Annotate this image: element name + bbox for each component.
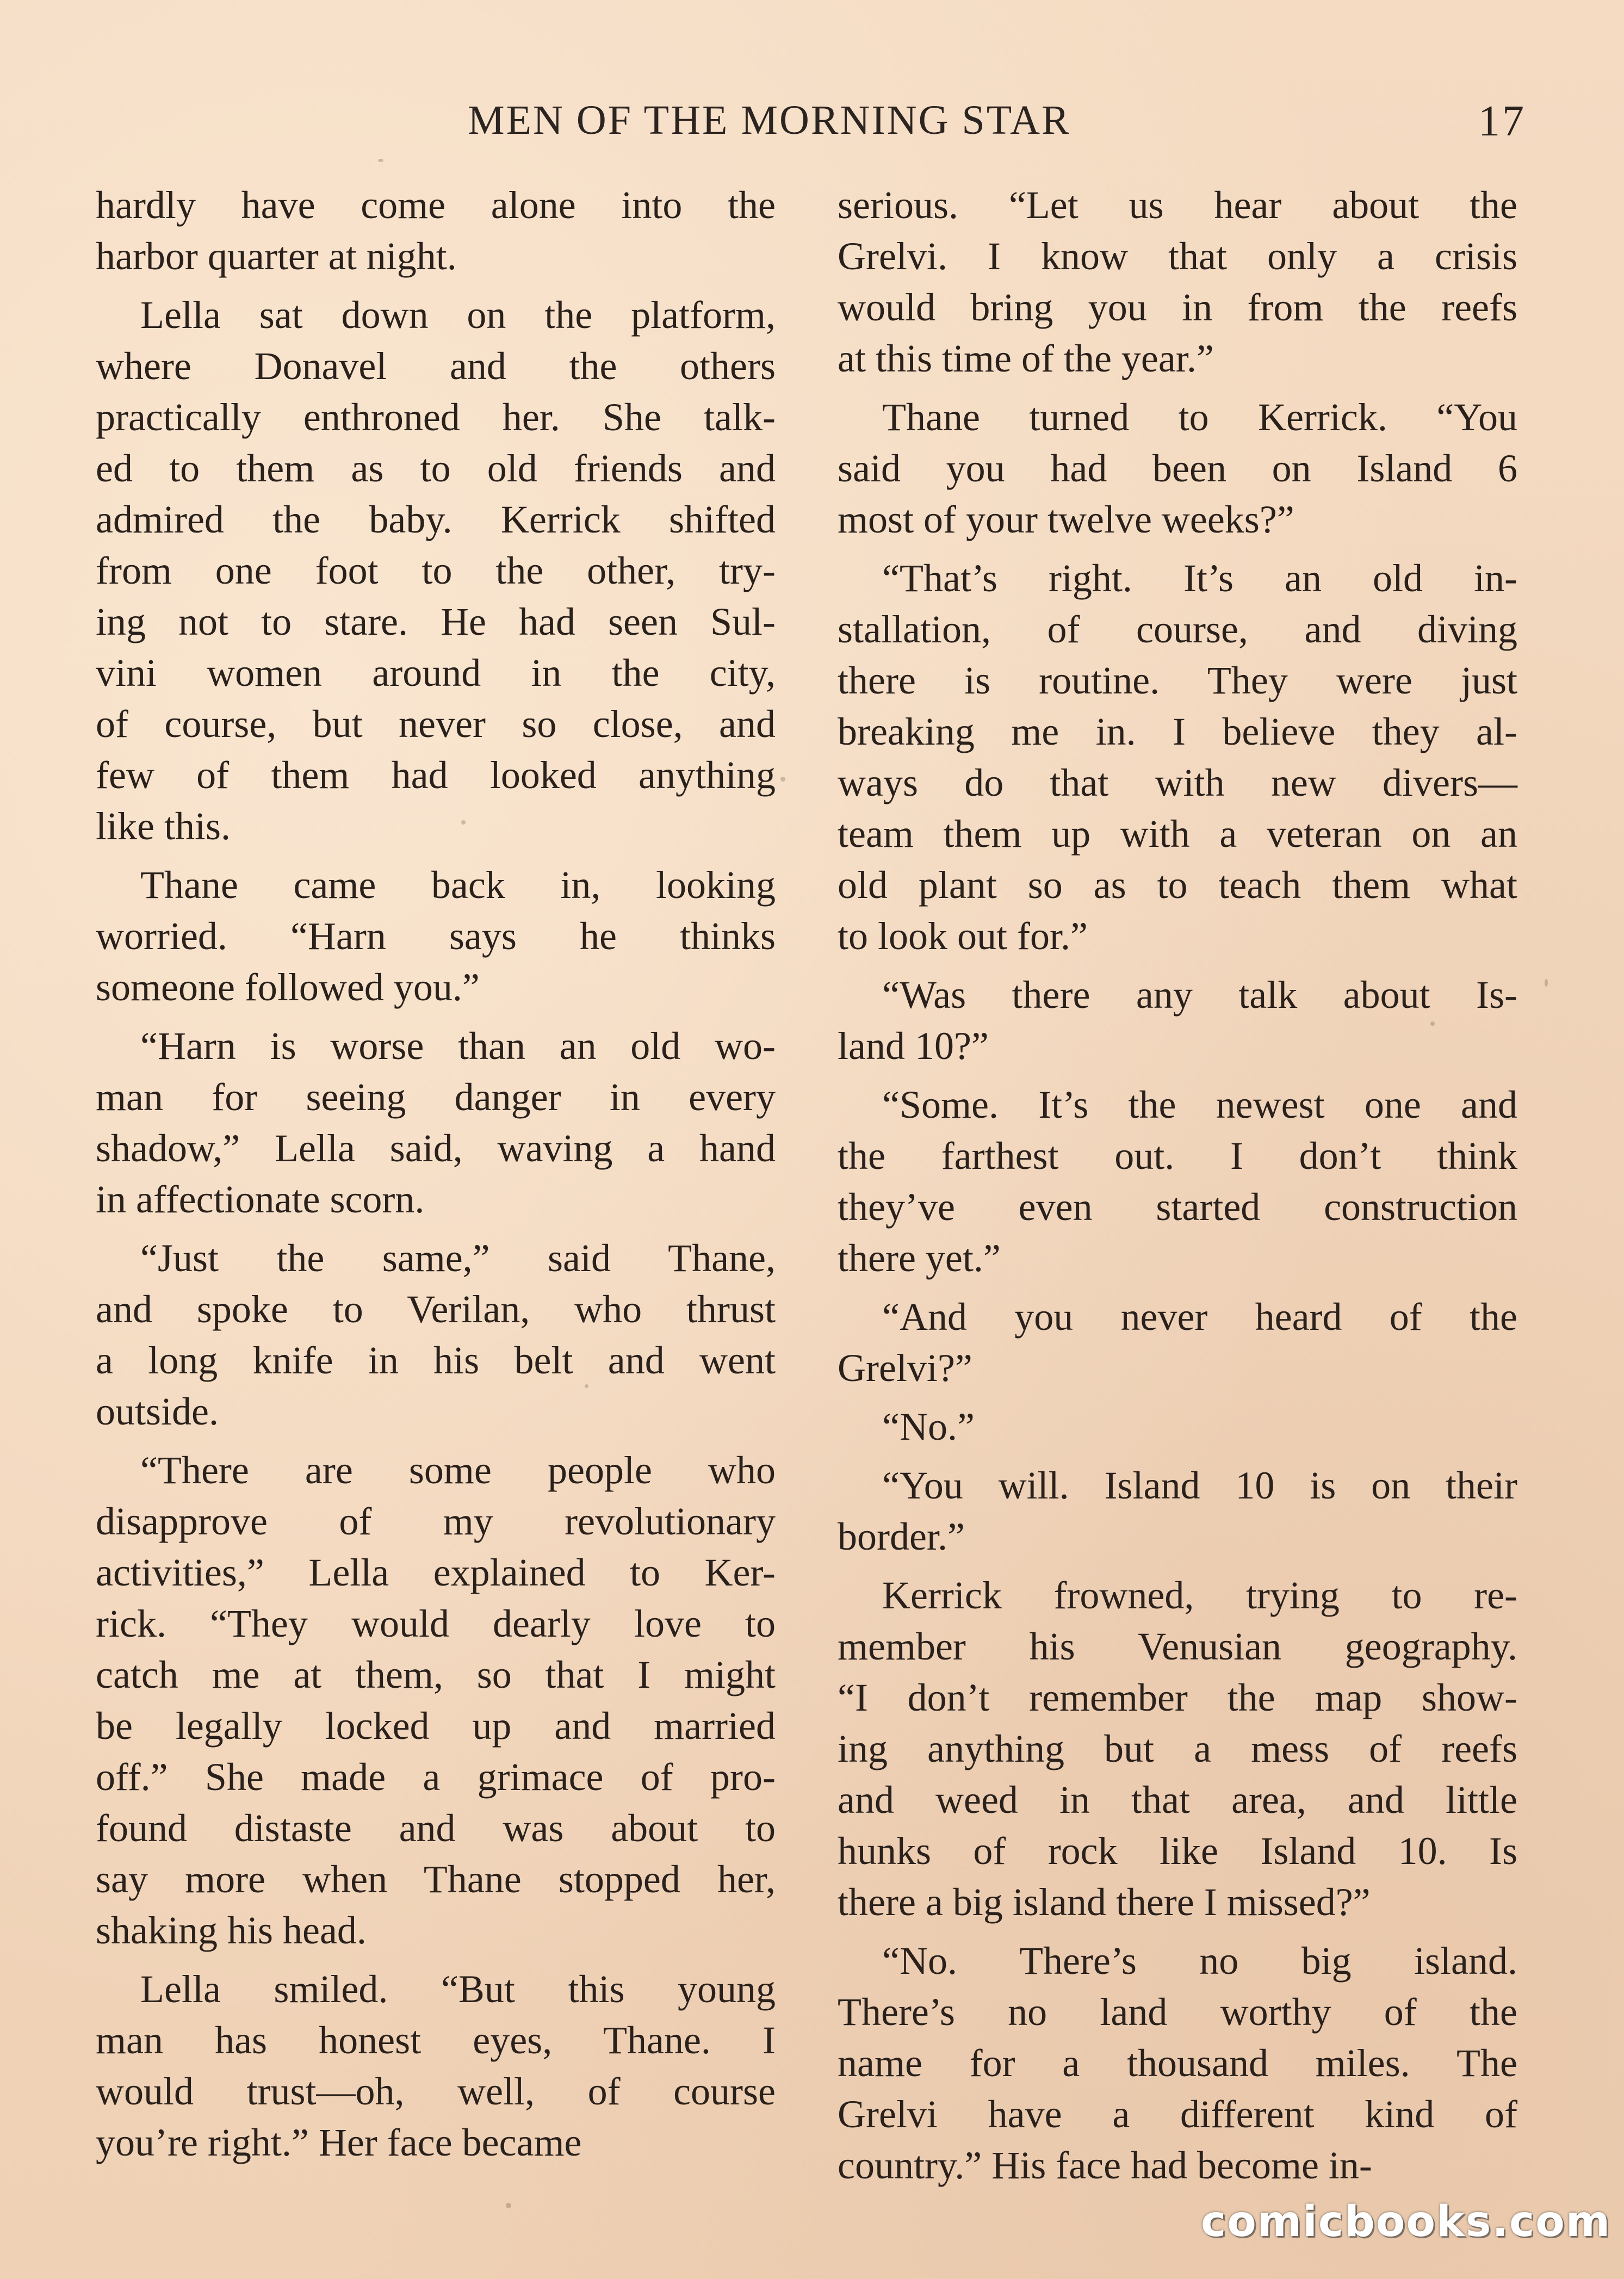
text-line: and weed in that area, and little bbox=[838, 1778, 1517, 1822]
text-line: at this time of the year.” bbox=[838, 337, 1214, 380]
running-title: MEN OF THE MORNING STAR bbox=[468, 97, 1071, 143]
text-line: practically enthroned her. She talk- bbox=[96, 395, 776, 439]
text-line: “You will. Island 10 is on their bbox=[882, 1464, 1517, 1507]
text-line: there is routine. They were just bbox=[838, 659, 1517, 702]
text-line: “No. There’s no big island. bbox=[882, 1939, 1517, 1983]
paragraph bbox=[838, 179, 1517, 384]
text-line: rick. “They would dearly love to bbox=[96, 1602, 776, 1645]
text-line: admired the baby. Kerrick shifted bbox=[96, 498, 776, 541]
text-line: ways do that with new divers— bbox=[838, 761, 1517, 804]
paragraph bbox=[838, 1401, 1517, 1452]
text-line: ing anything but a mess of reefs bbox=[838, 1727, 1517, 1770]
text-line: Thane came back in, looking bbox=[140, 863, 776, 907]
text-line: few of them had looked anything bbox=[96, 753, 776, 797]
text-line: the farthest out. I don’t think bbox=[838, 1134, 1517, 1178]
text-line: stallation, of course, and diving bbox=[838, 608, 1517, 651]
text-line: would trust—oh, well, of course bbox=[96, 2070, 776, 2113]
paragraph bbox=[96, 1020, 776, 1225]
text-line: of course, but never so close, and bbox=[96, 702, 776, 746]
watermark: comicbooks.com bbox=[1201, 2197, 1611, 2246]
paragraph bbox=[96, 1964, 776, 2168]
text-line: would bring you in from the reefs bbox=[838, 286, 1517, 329]
text-line: “No.” bbox=[882, 1405, 975, 1448]
text-line: in affectionate scorn. bbox=[96, 1178, 425, 1221]
text-line: “There are some people who bbox=[140, 1448, 776, 1492]
text-line: vini women around in the city, bbox=[96, 651, 776, 695]
left-text-column bbox=[96, 179, 776, 2168]
text-line: “Some. It’s the newest one and bbox=[882, 1083, 1517, 1126]
text-line: “Harn is worse than an old wo- bbox=[140, 1024, 776, 1068]
text-line: shaking his head. bbox=[96, 1909, 367, 1952]
text-line: member his Venusian geography. bbox=[838, 1625, 1517, 1668]
text-line: ing not to stare. He had seen Sul- bbox=[96, 600, 776, 643]
page-number: 17 bbox=[1478, 97, 1526, 145]
paragraph bbox=[96, 179, 776, 282]
text-line: you’re right.” Her face became bbox=[96, 2121, 582, 2164]
paragraph bbox=[838, 1460, 1517, 1562]
text-line: like this. bbox=[96, 804, 231, 848]
text-line: activities,” Lella explained to Ker- bbox=[96, 1551, 776, 1594]
text-line: be legally locked up and married bbox=[96, 1704, 776, 1748]
paragraph bbox=[838, 1570, 1517, 1928]
text-line: Grelvi?” bbox=[838, 1346, 972, 1390]
text-line: “That’s right. It’s an old in- bbox=[882, 556, 1517, 600]
text-line: they’ve even started construction bbox=[838, 1185, 1517, 1229]
text-line: Thane turned to Kerrick. “You bbox=[882, 395, 1517, 439]
text-line: “Was there any talk about Is- bbox=[882, 973, 1517, 1017]
paragraph bbox=[96, 289, 776, 852]
text-line: someone followed you.” bbox=[96, 965, 480, 1009]
text-line: name for a thousand miles. The bbox=[838, 2041, 1517, 2085]
paragraph bbox=[838, 1935, 1517, 2191]
text-line: land 10?” bbox=[838, 1024, 989, 1068]
text-line: and spoke to Verilan, who thrust bbox=[96, 1287, 776, 1331]
text-line: hardly have come alone into the bbox=[96, 183, 776, 227]
text-line: Grelvi. I know that only a crisis bbox=[838, 234, 1517, 278]
text-line: ed to them as to old friends and bbox=[96, 447, 776, 490]
text-line: “I don’t remember the map show- bbox=[838, 1676, 1517, 1719]
text-line: hunks of rock like Island 10. Is bbox=[838, 1829, 1517, 1873]
text-line: catch me at them, so that I might bbox=[96, 1653, 776, 1696]
text-line: Grelvi have a different kind of bbox=[838, 2092, 1517, 2136]
right-text-column bbox=[838, 179, 1517, 2191]
text-line: Lella sat down on the platform, bbox=[140, 293, 776, 337]
text-line: disapprove of my revolutionary bbox=[96, 1500, 776, 1543]
text-line: old plant so as to teach them what bbox=[838, 863, 1517, 907]
running-head bbox=[0, 97, 1624, 157]
text-line: where Donavel and the others bbox=[96, 344, 776, 388]
paragraph bbox=[838, 1079, 1517, 1284]
text-line: said you had been on Island 6 bbox=[838, 447, 1517, 490]
text-line: breaking me in. I believe they al- bbox=[838, 710, 1517, 753]
text-line: outside. bbox=[96, 1390, 219, 1433]
text-line: “And you never heard of the bbox=[882, 1295, 1517, 1339]
text-line: there yet.” bbox=[838, 1236, 1001, 1280]
text-line: shadow,” Lella said, waving a hand bbox=[96, 1126, 776, 1170]
paragraph bbox=[96, 859, 776, 1013]
text-line: found distaste and was about to bbox=[96, 1806, 776, 1850]
text-line: border.” bbox=[838, 1515, 965, 1558]
paragraph bbox=[838, 392, 1517, 545]
text-line: off.” She made a grimace of pro- bbox=[96, 1755, 776, 1799]
paragraph bbox=[96, 1233, 776, 1437]
text-line: man has honest eyes, Thane. I bbox=[96, 2018, 776, 2062]
text-line: a long knife in his belt and went bbox=[96, 1339, 776, 1382]
paragraph bbox=[838, 969, 1517, 1072]
text-line: Kerrick frowned, trying to re- bbox=[882, 1574, 1517, 1617]
text-line: “Just the same,” said Thane, bbox=[140, 1236, 776, 1280]
text-line: man for seeing danger in every bbox=[96, 1075, 776, 1119]
text-line: to look out for.” bbox=[838, 914, 1088, 958]
text-line: say more when Thane stopped her, bbox=[96, 1857, 776, 1901]
text-line: There’s no land worthy of the bbox=[838, 1990, 1517, 2034]
text-line: there a big island there I missed?” bbox=[838, 1880, 1371, 1924]
paragraph bbox=[838, 553, 1517, 962]
text-line: worried. “Harn says he thinks bbox=[96, 914, 776, 958]
text-line: most of your twelve weeks?” bbox=[838, 498, 1294, 541]
text-line: country.” His face had become in- bbox=[838, 2144, 1372, 2187]
text-line: serious. “Let us hear about the bbox=[838, 183, 1517, 227]
paragraph bbox=[838, 1291, 1517, 1394]
text-line: from one foot to the other, try- bbox=[96, 549, 776, 592]
paragraph bbox=[96, 1445, 776, 1956]
text-line: harbor quarter at night. bbox=[96, 234, 457, 278]
text-line: Lella smiled. “But this young bbox=[140, 1967, 776, 2011]
text-line: team them up with a veteran on an bbox=[838, 812, 1517, 856]
